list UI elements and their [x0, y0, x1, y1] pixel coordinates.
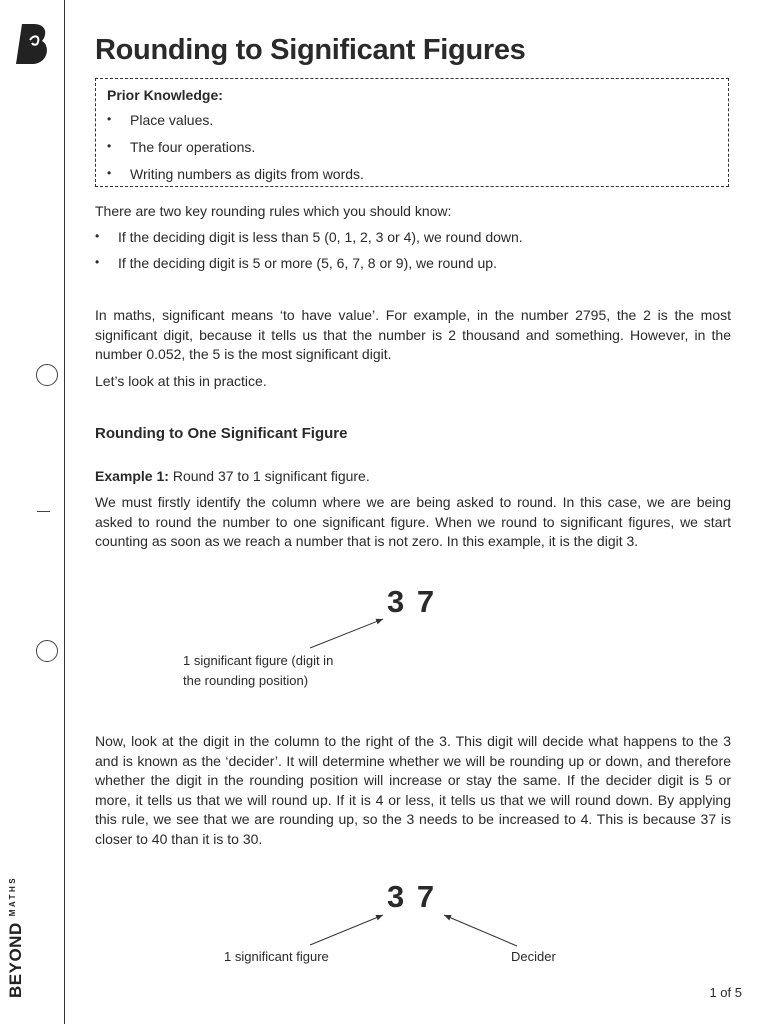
prior-knowledge-box: Prior Knowledge: • Place values. • The four operations. • Writing numbers as digits from words.: [95, 78, 729, 187]
page-number: 1 of 5: [709, 985, 742, 1000]
arrow-to-7-decider: [444, 915, 517, 946]
number-37-diagram1: 3 7: [387, 584, 437, 619]
section-heading: Rounding to One Significant Figure: [95, 425, 348, 442]
arrow-to-3: [310, 619, 383, 648]
intro-text: There are two key rounding rules which you should know:: [95, 203, 452, 219]
brand-name: BEYOND: [6, 922, 25, 998]
significant-paragraph: In maths, significant means ‘to have value’. For example, in the number 2795, the 2 is the most significant digit, because it tells us that the number is 2 thousand and something. However, in the number 0.052, the 5 is the most significant digit.: [95, 307, 731, 362]
decider-paragraph: Now, look at the digit in the column to the right of the 3. This digit will decide what happens to the 3 and is known as the ‘decider’. It will determine whether we will be rounding up or down, and therefore whether the digit in the rounding position will increase or stay the same. If the decider digit is 5 or more, it tells us that we will round up. If it is 4 or less, it tells us that we will round down. By applying this rule, we see that we are rounding up, so the 3 needs to be increased to 4. This is because 37 is closer to 40 than it is to 30.: [95, 733, 731, 847]
example-text: Round 37 to 1 significant figure.: [168, 468, 370, 484]
diagram2-right-label: Decider: [511, 949, 556, 964]
diagram2-left-label: 1 significant figure: [224, 949, 329, 964]
page-title: Rounding to Significant Figures: [95, 34, 526, 66]
explain-paragraph: We must firstly identify the column where we are being asked to round. In this case, we are being asked to round the number to one significant figure. When we round to significant figures, we start counting as soon as we reach a number that is not zero. In this example, it is the digit 3.: [95, 494, 731, 549]
example-label: Example 1:: [95, 468, 169, 484]
arrow-to-3-second: [310, 915, 383, 945]
number-37-diagram2: 3 7: [387, 879, 437, 914]
diagram1-label-line1: 1 significant figure (digit in: [183, 653, 334, 668]
practice-line: Let’s look at this in practice.: [95, 373, 267, 389]
diagram1-label-line2: the rounding position): [183, 672, 309, 688]
brand-sub: MATHS: [8, 875, 17, 917]
prior-knowledge-heading: Prior Knowledge:: [107, 87, 223, 103]
